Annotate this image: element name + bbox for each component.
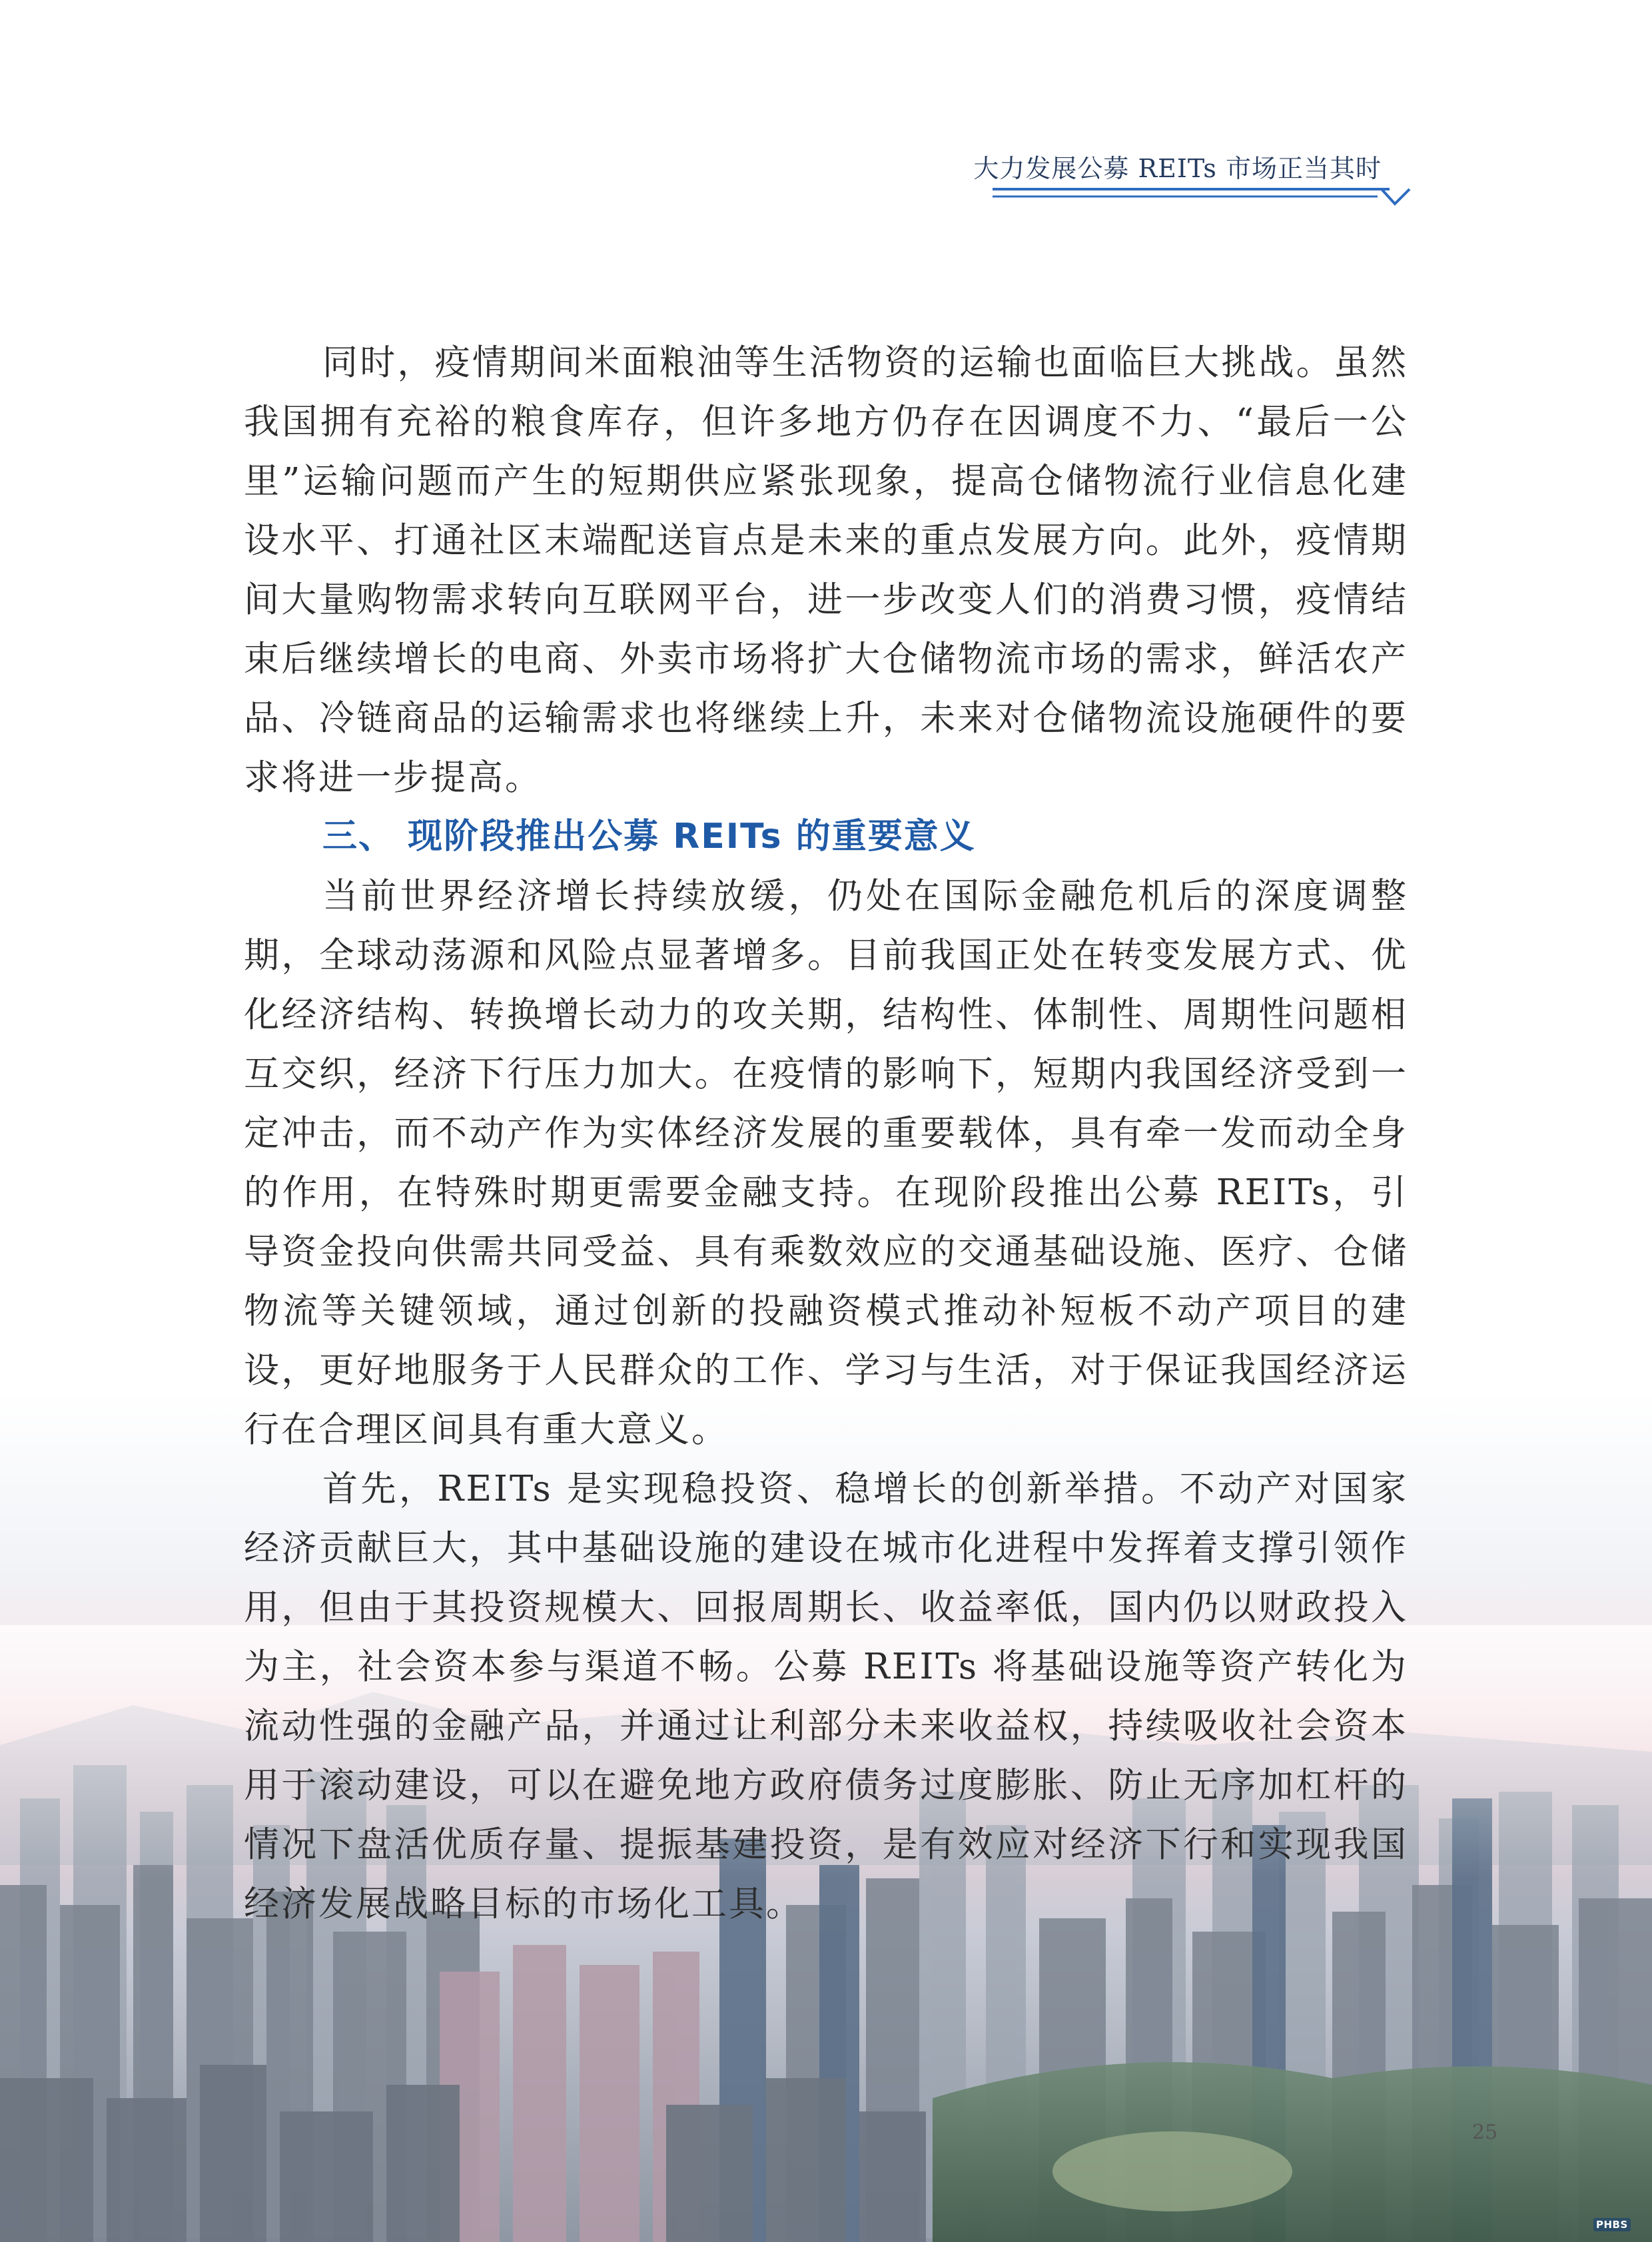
page-number: 25 xyxy=(1472,2121,1498,2144)
phbs-logo: PHBS xyxy=(1593,2218,1631,2231)
header-rule-arrow-icon xyxy=(993,148,1412,214)
running-header xyxy=(973,148,1412,214)
section-heading: 三、 现阶段推出公募 REITs 的重要意义 xyxy=(322,817,976,857)
paragraph: 同时，疫情期间米面粮油等生活物资的运输也面临巨大挑战。虽然我国拥有充裕的粮食库存，但许多地方仍存在因调度不力、“最后一公里”运输问题而产生的短期供应紧张现象，提高仓储物流行业信息化建设水平、打通社区末端配送盲点是未来的重点发展方向。此外，疫情期间大量购物需求转向互联网平台，进一步改变人们的消费习惯，疫情结束后继续增长的电商、外卖市场将扩大仓储物流市场的需求，鲜活农产品、冷链商品的运输需求也将继续上升，未来对仓储物流设施硬件的要求将进一步提高。 xyxy=(244,342,1408,798)
article-body xyxy=(244,333,1408,1934)
paragraph: 首先，REITs 是实现稳投资、稳增长的创新举措。不动产对国家经济贡献巨大，其中基础设施的建设在城市化进程中发挥着支撑引领作用，但由于其投资规模大、回报周期长、收益率低，国内仍以财政投入为主，社会资本参与渠道不畅。公募 REITs 将基础设施等资产转化为流动性强的金融产品，并通过让利部分未来收益权，持续吸收社会资本用于滚动建设，可以在避免地方政府债务过度膨胀、防止无序加杠杆的情况下盘活优质存量、提振基建投资，是有效应对经济下行和实现我国经济发展战略目标的市场化工具。 xyxy=(244,1469,1408,1924)
running-header-title: 大力发展公募 REITs 市场正当其时 xyxy=(973,154,1382,183)
paragraph: 当前世界经济增长持续放缓，仍处在国际金融危机后的深度调整期，全球动荡源和风险点显著增多。目前我国正处在转变发展方式、优化经济结构、转换增长动力的攻关期，结构性、体制性、周期性问题相互交织，经济下行压力加大。在疫情的影响下，短期内我国经济受到一定冲击，而不动产作为实体经济发展的重要载体，具有牵一发而动全身的作用，在特殊时期更需要金融支持。在现阶段推出公募 REITs，引导资金投向供需共同受益、具有乘数效应的交通基础设施、医疗、仓储物流等关键领域，通过创新的投融资模式推动补短板不动产项目的建设，更好地服务于人民群众的工作、学习与生活，对于保证我国经济运行在合理区间具有重大意义。 xyxy=(244,876,1408,1450)
